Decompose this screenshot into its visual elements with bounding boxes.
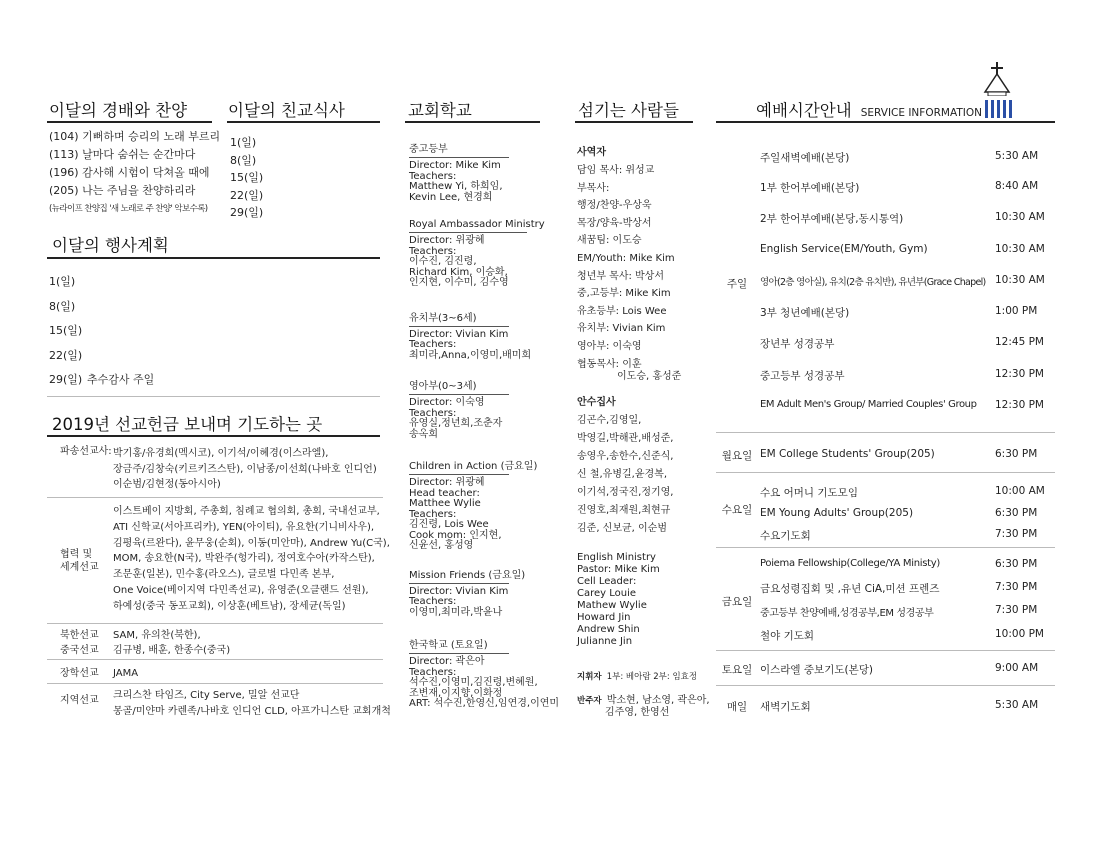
school-section-heading: 한국학교 (토요일) [409, 640, 488, 651]
leader-item: 부목사: [577, 182, 610, 194]
school-line: Director: 위광혜 [409, 477, 485, 488]
event-date: 29(일) [49, 373, 83, 387]
divider [409, 474, 509, 475]
service-time: 6:30 PM [995, 448, 1038, 460]
servants-title: 섬기는 사람들 [578, 101, 679, 120]
fellowship-date: 22(일) [230, 188, 264, 202]
service-name: EM Adult Men's Group/ Married Couples' Group [760, 399, 977, 410]
deacons-heading: 안수집사 [577, 396, 616, 408]
conductor-label: 지휘자 [577, 671, 602, 682]
accompanist-names: 박소현, 남소영, 곽은아, [606, 694, 710, 706]
conductor-names: 1부: 베아람 2부: 임효정 [606, 671, 698, 682]
service-time: 12:30 PM [995, 399, 1044, 411]
divider [47, 257, 380, 259]
school-line: Kevin Lee, 현경희 [409, 191, 493, 203]
service-name: 새벽기도회 [760, 701, 811, 713]
school-line: Cook mom: 인지현, [409, 529, 502, 541]
divider [409, 583, 509, 584]
service-time: 9:00 AM [995, 662, 1039, 674]
deacon-item: 김준, 신보균, 이순범 [577, 522, 667, 534]
leaders-heading: 사역자 [577, 147, 606, 158]
event-date: 22(일) [49, 348, 83, 362]
service-title: 예배시간안내 [756, 101, 852, 120]
school-line: Teachers: [409, 407, 457, 419]
leader-item: 중,고등부: Mike Kim [577, 288, 671, 300]
em-line: English Ministry [577, 551, 656, 563]
school-line: Director: Vivian Kim [409, 585, 509, 597]
em-line: Carey Louie [577, 587, 637, 599]
mission-line: 장금주/김창숙(키르키즈스탄), 이남종/이선희(나바호 인디언) [113, 463, 377, 475]
school-line: ART: 석수진,한영신,임연경,이연미 [409, 698, 560, 709]
song-item: (104) 기뻐하며 승리의 노래 부르리 [49, 130, 221, 143]
service-subtitle: SERVICE INFORMATION [860, 107, 982, 119]
service-time: 10:30 AM [995, 211, 1045, 223]
fellowship-date: 1(일) [230, 136, 257, 149]
divider [409, 326, 509, 327]
school-section-body [409, 656, 560, 710]
fellowship-dates [230, 136, 263, 224]
service-name: 철야 기도회 [760, 630, 815, 642]
service-name: 금요성령집회 및 ,유년 CiA,미션 프렌즈 [760, 583, 940, 595]
school-line: Director: 이숙영 [409, 397, 485, 408]
divider [47, 623, 383, 624]
deacon-item: 송영우,송한수,신준식, [577, 450, 674, 462]
leaders-list [577, 162, 702, 383]
event-row [49, 319, 379, 344]
events-title: 이달의 행사계획 [52, 236, 169, 255]
divider [716, 121, 1055, 123]
school-section-heading: Royal Ambassador Ministry [409, 219, 545, 230]
school-line: Teachers: [409, 170, 457, 182]
deacon-item: 이기석,정국진,정기영, [577, 486, 674, 498]
divider [409, 394, 509, 395]
fellowship-date: 15(일) [230, 171, 264, 184]
mission-line: MOM, 송요한(N국), 박완주(헝가리), 정여호수아(카작스탄), [113, 553, 375, 565]
school-line: 이영미,최미라,박윤나 [409, 606, 503, 618]
event-name: 추수감사 주일 [87, 373, 155, 387]
service-name: 3부 청년예배(본당) [760, 307, 850, 319]
accompanist-row [577, 688, 710, 719]
divider [409, 232, 527, 233]
service-time: 10:00 PM [995, 628, 1044, 640]
divider [716, 685, 1055, 686]
service-name: 이스라엘 중보기도(본당) [760, 664, 873, 676]
event-date: 8(일) [49, 299, 76, 313]
school-section-body [409, 161, 539, 203]
school-line: 인지현, 이수미, 김수영 [409, 277, 509, 288]
mission-category: 협력 및 세계선교 [60, 549, 99, 573]
school-line: Teachers: [409, 596, 457, 607]
service-name: 중고등부 찬양예배,성경공부,EM 성경공부 [760, 608, 934, 619]
divider [716, 432, 1055, 433]
worship-title: 이달의 경배와 찬양 [49, 101, 188, 120]
service-name: 중고등부 성경공부 [760, 370, 845, 382]
service-name: EM College Students' Group(205) [760, 448, 935, 460]
school-section-heading: Children in Action (금요일) [409, 461, 538, 472]
song-list [49, 130, 220, 214]
service-day: 매일 [726, 701, 748, 713]
song-item: (113) 날마다 숨쉬는 순간마다 [49, 148, 196, 161]
service-time: 12:30 PM [995, 368, 1044, 380]
school-section-body [409, 398, 539, 440]
leader-item: 목장/양육-박상서 [577, 217, 652, 229]
leader-item: 이도승, 홍성준 [617, 370, 682, 382]
school-line: 조변재,이지향,이화정 [409, 687, 503, 699]
mission-line: 박기홍/유경희(멕시코), 이기석/이혜경(이스라엘), [113, 448, 329, 459]
mission-line: 김평육(르완다), 윤무웅(순회), 이동(미안마), Andrew Yu(C국), [113, 537, 390, 549]
school-line: Matthee Wylie [409, 498, 481, 509]
service-time: 5:30 AM [995, 699, 1039, 711]
service-time: 7:30 PM [995, 604, 1038, 616]
school-line: Teachers: [409, 339, 457, 350]
service-time: 10:30 AM [995, 243, 1045, 255]
deacon-item: 박영길,박해관,배성준, [577, 432, 674, 444]
conductor-row [577, 664, 702, 683]
service-header [756, 97, 982, 121]
leader-item: 유치부: Vivian Kim [577, 323, 666, 335]
mission-line: 하예성(중국 동포교회), 이상훈(베트남), 장세균(독일) [113, 600, 346, 612]
divider [409, 653, 509, 654]
fellowship-date: 8(일) [230, 153, 257, 167]
mission-line: One Voice(베이지역 다민족선교), 유영준(오클랜드 선원), [113, 584, 369, 596]
service-name: 수요기도회 [760, 530, 811, 542]
school-line: 김진령, Lois Wee [409, 519, 489, 530]
servants-list [577, 143, 710, 718]
service-day: 주일 [726, 278, 748, 290]
divider [409, 157, 509, 158]
fellowship-date: 29(일) [230, 206, 264, 219]
service-name: 주일새벽예배(본당) [760, 152, 850, 164]
school-line: Matthew Yi, 하희임, [409, 181, 503, 192]
service-name: 영아(2층 영아실), 유치(2층 유치반), 유년부(Grace Chapel) [760, 277, 986, 288]
service-day: 월요일 [721, 450, 753, 462]
divider [227, 121, 380, 123]
divider [47, 435, 380, 437]
service-name: EM Young Adults' Group(205) [760, 507, 914, 519]
school-line: Director: 곽은아 [409, 656, 485, 667]
service-day: 토요일 [721, 664, 753, 676]
event-row [49, 368, 379, 393]
deacon-item: 진영호,최재원,최현규 [577, 504, 671, 516]
accompanist-label: 반주자 [577, 695, 602, 706]
service-name: English Service(EM/Youth, Gym) [760, 243, 928, 255]
school-line: 송옥희 [409, 428, 438, 440]
leader-item: 유초등부: Lois Wee [577, 305, 667, 317]
leader-item: 영아부: 이숙영 [577, 340, 642, 352]
service-name: 수요 어머니 기도모임 [760, 487, 858, 499]
mission-category: 지역선교 [60, 695, 99, 706]
divider [716, 547, 1055, 548]
mission-line: 이스트베이 지방회, 주총회, 침례교 협의회, 총회, 국내선교부, [113, 506, 380, 517]
song-item: (205) 나는 주님을 찬양하리라 [49, 184, 196, 197]
missions-title: 2019년 선교헌금 보내며 기도하는 곳 [52, 415, 323, 434]
mission-category: 파송선교사: [60, 446, 112, 457]
school-line: Teachers: [409, 666, 457, 678]
school-line: 최미라,Anna,이영미,배미희 [409, 349, 532, 361]
mission-category: 장학선교 [60, 668, 99, 679]
leader-item: 담임 목사: 위성교 [577, 165, 655, 176]
school-line: Teachers: [409, 508, 457, 520]
divider [47, 121, 212, 123]
divider [47, 659, 383, 660]
mission-category: 북한선교 [60, 630, 99, 641]
service-name: 장년부 성경공부 [760, 338, 835, 350]
divider [47, 683, 383, 684]
school-line: Richard Kim, 이승화, [409, 266, 508, 278]
mission-line: 몽골/미얀마 카렌족/나바호 인디언 CLD, 아프가니스탄 교회개척 [113, 706, 391, 717]
service-time: 6:30 PM [995, 507, 1038, 519]
event-row [49, 295, 379, 320]
school-title: 교회학교 [408, 101, 472, 120]
school-section-heading: 중고등부 [409, 144, 448, 155]
school-line: 석수진,이영미,김진령,변혜원, [409, 677, 538, 688]
deacon-item: 김곤수,김영일, [577, 414, 642, 426]
event-date: 1(일) [49, 275, 76, 288]
school-section-heading: Mission Friends (금요일) [409, 569, 526, 581]
mission-line: JAMA [113, 668, 139, 679]
service-day: 금요일 [721, 596, 753, 608]
service-table [716, 130, 1056, 730]
school-line: Teachers: [409, 245, 457, 257]
school-section-body [409, 330, 539, 362]
service-day: 수요일 [721, 504, 753, 516]
mission-line: 김규병, 배훈, 한종수(중국) [113, 645, 231, 656]
mission-line: 조문훈(일본), 민수홍(라오스), 글로벌 다민족 본부, [113, 569, 335, 581]
service-time: 10:00 AM [995, 485, 1045, 497]
school-line: Director: 위광혜 [409, 235, 485, 246]
leader-item: 협동목사: 이훈 [577, 358, 642, 370]
service-name: 2부 한어부예배(본당,동시통역) [760, 213, 904, 225]
mission-line: 이순범/김현정(동아시아) [113, 479, 221, 490]
fellowship-title: 이달의 친교식사 [228, 101, 345, 120]
em-line: Julianne Jin [577, 635, 633, 647]
em-line: Andrew Shin [577, 623, 640, 635]
mission-line: ATI 신학교(서아프리카), YEN(아이티), 유요한(기니비사우), [113, 521, 375, 533]
em-line: Pastor: Mike Kim [577, 563, 660, 575]
school-line: Director: Vivian Kim [409, 328, 509, 340]
em-line: Cell Leader: [577, 575, 637, 587]
songbook-note: (뉴라이프 찬양집 '새 노래로 주 찬양' 악보수록) [49, 204, 208, 214]
divider [575, 121, 693, 123]
leader-item: 행정/찬양-우상욱 [577, 200, 652, 212]
mission-category: 중국선교 [60, 645, 99, 656]
leader-item: 새꿈팀: 이도승 [577, 235, 642, 247]
service-time: 10:30 AM [995, 274, 1045, 286]
service-time: 12:45 PM [995, 336, 1044, 348]
service-name: 1부 한어부예배(본당) [760, 182, 860, 194]
divider [47, 497, 383, 498]
em-line: Howard Jin [577, 611, 631, 623]
school-line: 이수진, 김진령, [409, 256, 477, 267]
school-section-body [409, 587, 539, 619]
school-sections [409, 140, 560, 710]
service-time: 8:40 AM [995, 180, 1039, 192]
school-line: 유영실,정년희,조춘자 [409, 418, 503, 429]
divider [716, 472, 1055, 473]
deacon-item: 신 철,유병길,윤경복, [577, 468, 667, 480]
school-section-body [409, 478, 539, 552]
divider [405, 121, 540, 123]
mission-detail [113, 446, 377, 493]
school-line: Head teacher: [409, 487, 480, 499]
mission-detail [113, 504, 390, 615]
mission-detail [113, 688, 391, 720]
leader-item: 청년부 목사: 박상서 [577, 270, 665, 282]
school-line: 신윤선, 홍성영 [409, 540, 474, 551]
service-time: 6:30 PM [995, 558, 1038, 570]
divider [716, 650, 1055, 651]
service-name: Poiema Fellowship(College/YA Ministy) [760, 558, 940, 569]
song-item: (196) 감사해 시험이 닥쳐올 때에 [49, 166, 210, 179]
school-section-heading: 영아부(0~3세) [409, 381, 477, 392]
school-section-body [409, 236, 539, 289]
event-row [49, 270, 379, 295]
church-logo [977, 62, 1021, 126]
service-time: 1:00 PM [995, 305, 1038, 317]
mission-line: SAM, 유의찬(북한), [113, 630, 201, 641]
event-date: 15(일) [49, 324, 83, 338]
school-line: Director: Mike Kim [409, 160, 501, 171]
accompanist-names: 김주영, 한영선 [605, 706, 670, 718]
event-row [49, 344, 379, 369]
english-ministry [577, 552, 702, 648]
school-section-heading: 유치부(3~6세) [409, 312, 477, 324]
service-time: 5:30 AM [995, 150, 1039, 162]
service-time: 7:30 PM [995, 581, 1038, 593]
events-list [49, 270, 379, 393]
em-line: Mathew Wylie [577, 599, 647, 611]
service-time: 7:30 PM [995, 528, 1038, 540]
deacons-list [577, 412, 702, 538]
mission-line: 크리스찬 타임즈, City Serve, 밀알 선교단 [113, 690, 300, 701]
leader-item: EM/Youth: Mike Kim [577, 252, 675, 264]
divider [47, 396, 380, 397]
